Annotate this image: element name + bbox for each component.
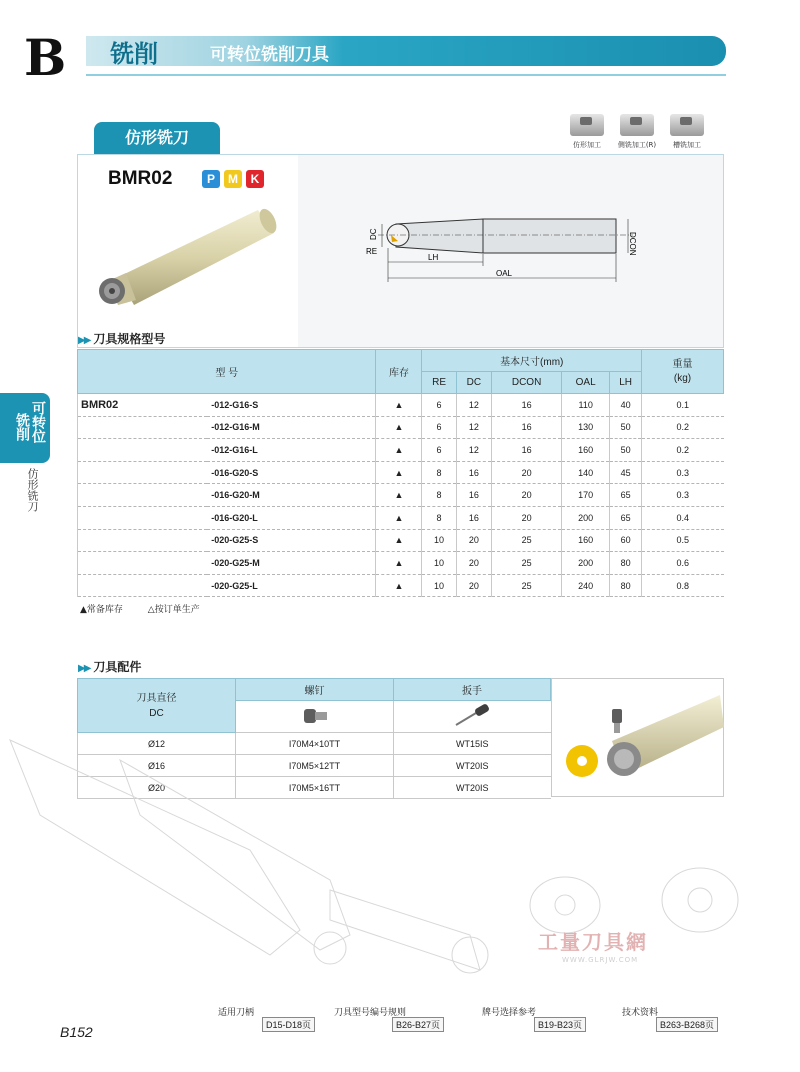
chapter-category: 铣削 <box>110 40 158 68</box>
model-cell: -020-G25-M <box>207 552 376 575</box>
header-bar <box>86 36 726 66</box>
footer-link-ref[interactable]: B26-B27页 <box>392 1017 444 1032</box>
legend-in-stock: ▲常备库存 <box>80 605 123 615</box>
re-cell: 10 <box>422 529 456 552</box>
model-cell: -016-G20-L <box>207 506 376 529</box>
oal-cell: 160 <box>562 439 610 462</box>
chapter-subtitle: 可转位铣削刀具 <box>210 45 329 65</box>
lh-cell: 50 <box>610 439 642 462</box>
col-dims: 基本尺寸(mm) <box>422 350 642 372</box>
oal-cell: 170 <box>562 484 610 507</box>
screw-cell: I70M4×10TT <box>236 733 394 755</box>
kg-cell: 0.3 <box>642 484 724 507</box>
kg-cell: 0.4 <box>642 506 724 529</box>
side-tab[interactable] <box>0 393 50 463</box>
dim-re: RE <box>366 247 378 256</box>
machining-label: 侧铣加工(R) <box>617 141 657 149</box>
dc-cell: 16 <box>456 484 491 507</box>
dc-cell: 12 <box>456 439 491 462</box>
watermark-text: 工量刀具網 <box>538 930 648 954</box>
slot-milling-icon <box>670 114 704 136</box>
technical-drawing <box>358 210 658 290</box>
dcon-cell: 25 <box>492 574 562 597</box>
screw-cell: I70M5×16TT <box>236 777 394 799</box>
col-model: 型 号 <box>78 350 376 394</box>
col-stock: 库存 <box>376 350 422 394</box>
oal-cell: 240 <box>562 574 610 597</box>
screw-cell: I70M5×12TT <box>236 755 394 777</box>
kg-cell: 0.3 <box>642 461 724 484</box>
chapter-letter: B <box>24 28 67 87</box>
table-row <box>78 574 724 597</box>
dc-cell: 20 <box>456 529 491 552</box>
dc-cell: 16 <box>456 461 491 484</box>
lh-cell: 40 <box>610 394 642 417</box>
product-name: BMR02 <box>108 168 173 189</box>
dcon-cell: 16 <box>492 394 562 417</box>
header-divider <box>86 74 726 76</box>
lh-cell: 45 <box>610 461 642 484</box>
background-cutter-illustration <box>0 720 800 980</box>
re-cell: 10 <box>422 574 456 597</box>
stock-legend <box>80 602 222 615</box>
dcon-cell: 20 <box>492 484 562 507</box>
wrench-cell: WT15IS <box>394 733 551 755</box>
table-row <box>78 394 724 417</box>
stock-cell: ▲ <box>376 574 422 597</box>
col-lh: LH <box>610 372 642 394</box>
re-cell: 10 <box>422 552 456 575</box>
lh-cell: 50 <box>610 416 642 439</box>
dcon-cell: 25 <box>492 552 562 575</box>
wrench-cell: WT20IS <box>394 755 551 777</box>
re-cell: 6 <box>422 394 456 417</box>
side-tab-line1: 可转位 <box>30 401 46 443</box>
product-box <box>77 154 724 348</box>
table-row <box>78 529 724 552</box>
lh-cell: 60 <box>610 529 642 552</box>
wrench-cell: WT20IS <box>394 777 551 799</box>
model-cell: -012-G16-M <box>207 416 376 439</box>
machining-type <box>562 114 612 150</box>
footer-link-label: 技术资料 <box>622 1007 659 1017</box>
spec-body <box>78 394 724 597</box>
footer-link-ref[interactable]: B263-B268页 <box>656 1017 718 1032</box>
material-badge-m: M <box>224 170 242 188</box>
material-badge-p: P <box>202 170 220 188</box>
re-cell: 8 <box>422 461 456 484</box>
table-row <box>78 552 724 575</box>
arrow-icon: ▶▶ <box>78 335 90 346</box>
spec-table <box>77 349 724 597</box>
machining-type <box>662 114 712 150</box>
re-cell: 8 <box>422 506 456 529</box>
stock-cell: ▲ <box>376 552 422 575</box>
material-badge-k: K <box>246 170 264 188</box>
spec-heading: ▶▶ 刀具规格型号 <box>78 332 166 346</box>
dcon-cell: 16 <box>492 439 562 462</box>
col-diameter: 刀具直径 DC <box>78 679 236 733</box>
col-weight: 重量 (kg) <box>642 350 724 394</box>
stock-cell: ▲ <box>376 506 422 529</box>
stock-cell: ▲ <box>376 529 422 552</box>
arrow-icon: ▶▶ <box>78 663 90 674</box>
dim-oal: OAL <box>496 269 513 278</box>
model-prefix: BMR02 <box>78 394 208 417</box>
table-row <box>78 484 724 507</box>
col-dcon: DCON <box>492 372 562 394</box>
stock-cell: ▲ <box>376 439 422 462</box>
dc-cell: 12 <box>456 416 491 439</box>
re-cell: 6 <box>422 439 456 462</box>
stock-cell: ▲ <box>376 416 422 439</box>
stock-cell: ▲ <box>376 394 422 417</box>
oal-cell: 200 <box>562 552 610 575</box>
lh-cell: 65 <box>610 484 642 507</box>
dim-dc: DC <box>369 228 378 240</box>
footer-link-label: 牌号选择参考 <box>482 1007 537 1017</box>
col-dc: DC <box>456 372 491 394</box>
dc-cell: 20 <box>456 552 491 575</box>
model-cell: -012-G16-L <box>207 439 376 462</box>
footer-link-label: 适用刀柄 <box>218 1007 255 1017</box>
col-re: RE <box>422 372 456 394</box>
model-cell: -012-G16-S <box>207 394 376 417</box>
table-row <box>78 416 724 439</box>
model-cell: -020-G25-L <box>207 574 376 597</box>
col-wrench: 扳手 <box>394 679 551 701</box>
side-section-label: 仿形铣刀 <box>26 468 39 512</box>
table-row <box>78 506 724 529</box>
dc-cell: 20 <box>456 574 491 597</box>
dc-cell: 12 <box>456 394 491 417</box>
lh-cell: 80 <box>610 552 642 575</box>
dcon-cell: 16 <box>492 416 562 439</box>
dia-cell: Ø12 <box>78 733 236 755</box>
side-milling-icon <box>620 114 654 136</box>
table-row <box>78 439 724 462</box>
oal-cell: 140 <box>562 461 610 484</box>
dim-lh: LH <box>428 253 439 262</box>
dia-cell: Ø20 <box>78 777 236 799</box>
machining-type <box>612 114 662 150</box>
kg-cell: 0.1 <box>642 394 724 417</box>
oal-cell: 200 <box>562 506 610 529</box>
dc-cell: 16 <box>456 506 491 529</box>
kg-cell: 0.2 <box>642 416 724 439</box>
dcon-cell: 20 <box>492 506 562 529</box>
oal-cell: 130 <box>562 416 610 439</box>
footer-link-ref[interactable]: D15-D18页 <box>262 1017 315 1032</box>
profiling-icon <box>570 114 604 136</box>
dia-cell: Ø16 <box>78 755 236 777</box>
machining-label: 槽铣加工 <box>673 141 701 149</box>
model-cell: -016-G20-M <box>207 484 376 507</box>
re-cell: 6 <box>422 416 456 439</box>
oal-cell: 110 <box>562 394 610 417</box>
kg-cell: 0.5 <box>642 529 724 552</box>
oal-cell: 160 <box>562 529 610 552</box>
model-cell: -020-G25-S <box>207 529 376 552</box>
table-row <box>78 461 724 484</box>
side-tab-line2: 铣削 <box>14 413 30 441</box>
kg-cell: 0.2 <box>642 439 724 462</box>
stock-cell: ▲ <box>376 461 422 484</box>
lh-cell: 80 <box>610 574 642 597</box>
dcon-cell: 25 <box>492 529 562 552</box>
kg-cell: 0.6 <box>642 552 724 575</box>
legend-to-order: △按订单生产 <box>147 605 200 615</box>
dcon-cell: 20 <box>492 461 562 484</box>
col-oal: OAL <box>562 372 610 394</box>
footer-link-ref[interactable]: B19-B23页 <box>534 1017 586 1032</box>
kg-cell: 0.8 <box>642 574 724 597</box>
stock-cell: ▲ <box>376 484 422 507</box>
model-cell: -016-G20-S <box>207 461 376 484</box>
acc-heading: ▶▶ 刀具配件 <box>78 660 142 674</box>
col-screw: 螺钉 <box>236 679 394 701</box>
lh-cell: 65 <box>610 506 642 529</box>
machining-label: 仿形加工 <box>573 141 601 149</box>
watermark-url: WWW.GLRJW.COM <box>562 956 639 964</box>
re-cell: 8 <box>422 484 456 507</box>
page-number: B152 <box>60 1024 93 1040</box>
dim-dcon: DCON <box>628 232 637 256</box>
section-title: 仿形铣刀 <box>94 122 220 154</box>
footer-link-label: 刀具型号编号规则 <box>334 1007 407 1017</box>
